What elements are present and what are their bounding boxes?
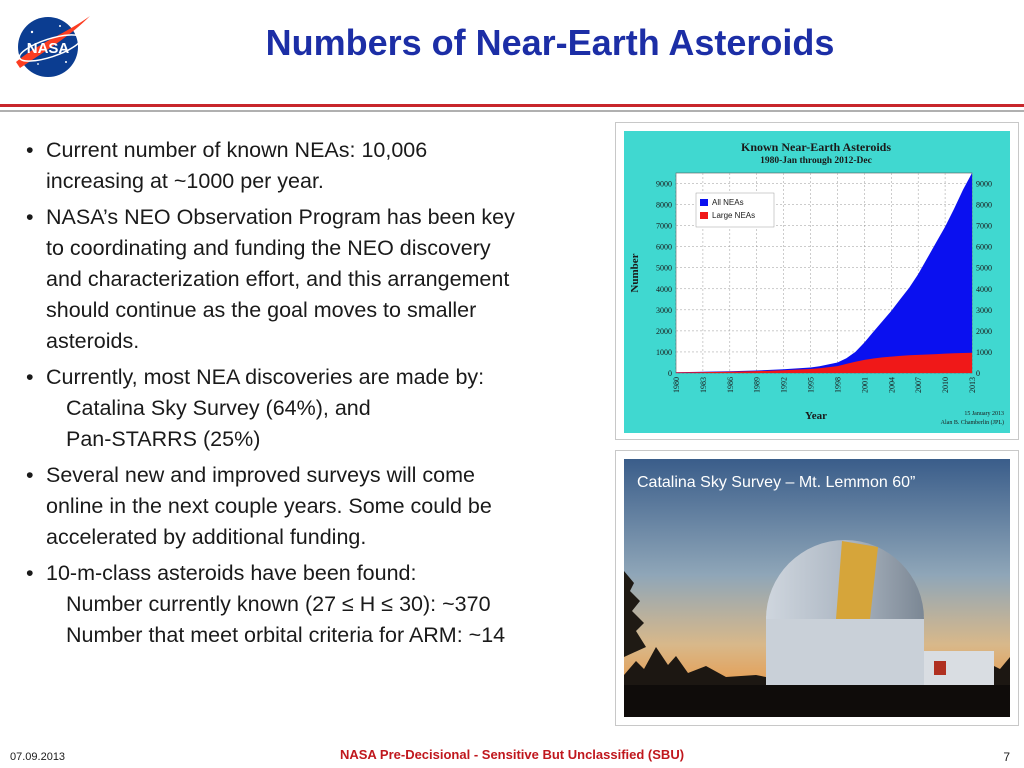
bullet-line: and characterization effort, and this arrangement (46, 267, 510, 291)
bullet-line: asteroids. (46, 329, 140, 353)
legend-label: All NEAs (712, 198, 744, 207)
header-divider-red (0, 104, 1024, 107)
y-tick-label-right: 9000 (976, 179, 992, 189)
x-tick-label: 1989 (752, 377, 762, 393)
y-tick-label-right: 2000 (976, 326, 992, 336)
x-tick-label: 1995 (806, 377, 816, 393)
observatory-photo (616, 451, 1018, 725)
legend-label: Large NEAs (712, 211, 756, 220)
y-tick-label-right: 6000 (976, 242, 992, 252)
y-tick-label-right: 3000 (976, 305, 992, 315)
y-tick-label: 7000 (656, 221, 672, 231)
y-tick-label-right: 0 (976, 369, 980, 378)
bullet-dot-icon: • (26, 561, 34, 585)
photo-caption: Catalina Sky Survey – Mt. Lemmon 60” (637, 474, 916, 491)
bullet-line: online in the next couple years. Some could be (46, 494, 492, 518)
y-tick-label-right: 4000 (976, 284, 992, 294)
nasa-logo-text: NASA (26, 40, 70, 57)
x-tick-label: 2004 (887, 377, 897, 393)
bullet-line: accelerated by additional funding. (46, 525, 367, 549)
footer-classification: NASA Pre-Decisional - Sensitive But Unclassified (SBU) (339, 747, 685, 762)
bullet-subline: Pan-STARRS (25%) (66, 427, 261, 451)
bullet-dot-icon: • (26, 205, 34, 229)
y-tick-label-right: 1000 (976, 347, 992, 357)
observatory-base (766, 616, 924, 686)
chart-title: Known Near-Earth Asteroids (741, 140, 891, 154)
y-axis-label: Number (629, 253, 641, 293)
x-axis-label: Year (805, 410, 827, 422)
x-tick-label: 1992 (779, 377, 789, 393)
x-tick-label: 1998 (833, 377, 843, 393)
annex-window (934, 661, 946, 675)
bullet-dot-icon: • (26, 365, 34, 389)
nea-chart-frame (615, 122, 1019, 440)
bullet-line: increasing at ~1000 per year. (46, 169, 324, 193)
bullet-dot-icon: • (26, 138, 34, 162)
page-number: 7 (1003, 750, 1010, 764)
bullet-subline: Number currently known (27 ≤ H ≤ 30): ~370 (66, 592, 491, 616)
bullet-list (26, 135, 606, 656)
page-title: Numbers of Near-Earth Asteroids (265, 22, 835, 63)
chart-annotation-date: 15 January 2013 (964, 411, 1004, 417)
y-tick-label-right: 5000 (976, 263, 992, 273)
bullet-line: Several new and improved surveys will come (46, 463, 475, 487)
bullet-line: NASA’s NEO Observation Program has been key (46, 205, 515, 229)
bullet-line: to coordinating and funding the NEO discovery (46, 236, 491, 260)
bullet-item (26, 460, 606, 553)
y-tick-label-right: 8000 (976, 200, 992, 210)
y-tick-label: 8000 (656, 200, 672, 210)
chart-legend (696, 193, 774, 227)
ground (624, 685, 1010, 717)
bullet-dot-icon: • (26, 463, 34, 487)
y-tick-label-right: 7000 (976, 221, 992, 231)
y-tick-label: 9000 (656, 179, 672, 189)
x-tick-label: 1983 (698, 377, 708, 393)
y-tick-label: 6000 (656, 242, 672, 252)
bullet-item (26, 362, 606, 455)
legend-swatch (700, 212, 708, 219)
nea-chart (616, 123, 1018, 439)
chart-subtitle: 1980-Jan through 2012-Dec (760, 156, 872, 166)
nasa-logo (10, 12, 94, 80)
bullet-item (26, 558, 606, 651)
y-tick-label: 2000 (656, 326, 672, 336)
x-tick-label: 2001 (860, 377, 870, 393)
y-tick-label: 4000 (656, 284, 672, 294)
chart-annotation-author: Alan B. Chamberlin (JPL) (940, 420, 1004, 426)
bullet-line: 10-m-class asteroids have been found: (46, 561, 417, 585)
x-tick-label: 2010 (941, 377, 951, 393)
bullet-subline: Number that meet orbital criteria for ARM: ~14 (66, 623, 506, 647)
legend-swatch (700, 199, 708, 206)
y-tick-label: 0 (668, 369, 672, 378)
bullet-item (26, 202, 606, 357)
x-tick-label: 2007 (914, 377, 924, 393)
bullet-item (26, 135, 606, 197)
bullet-line: Currently, most NEA discoveries are made by: (46, 365, 485, 389)
header-divider-gray (0, 110, 1024, 112)
footer-date: 07.09.2013 (10, 751, 66, 763)
bullet-line: should continue as the goal moves to smaller (46, 298, 477, 322)
x-tick-label: 1986 (725, 377, 735, 393)
y-tick-label: 3000 (656, 305, 672, 315)
bullet-line: Current number of known NEAs: 10,006 (46, 138, 428, 162)
y-tick-label: 1000 (656, 347, 672, 357)
x-tick-label: 2013 (968, 377, 977, 393)
x-tick-label: 1980 (672, 377, 681, 393)
bullet-subline: Catalina Sky Survey (64%), and (66, 396, 371, 420)
y-tick-label: 5000 (656, 263, 672, 273)
